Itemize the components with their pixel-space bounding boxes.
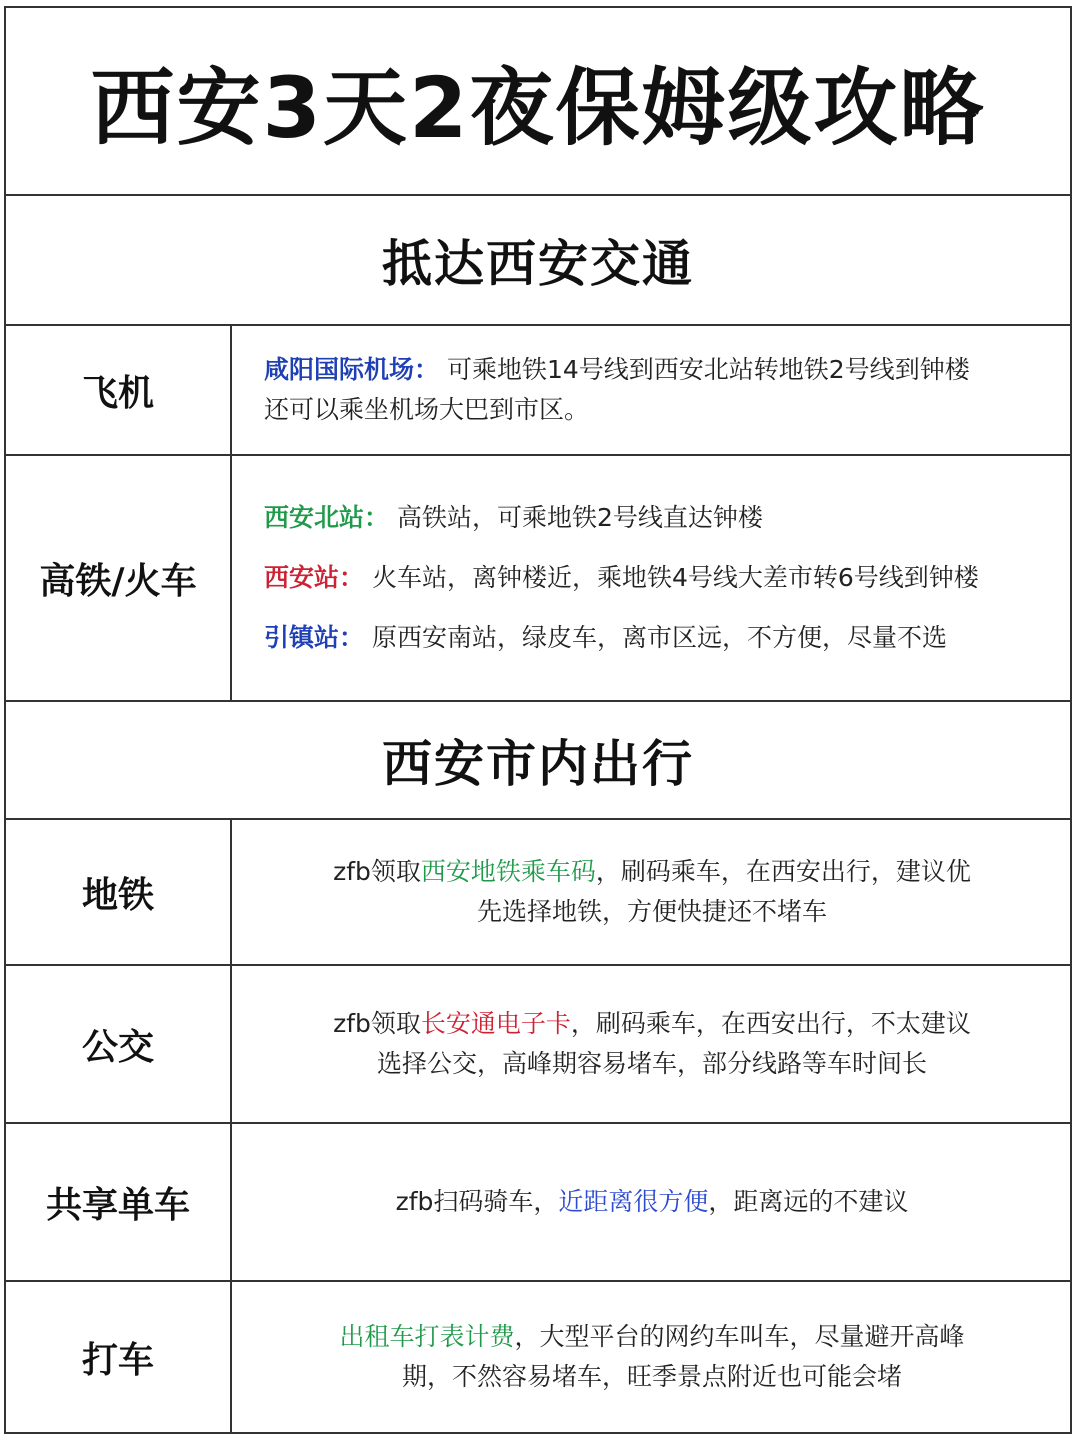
column-divider	[230, 1124, 232, 1280]
plane-line-1	[264, 350, 1070, 390]
cell-taxi	[234, 1282, 1070, 1432]
rail-item-xian	[264, 548, 1070, 608]
cell-rail	[234, 456, 1070, 700]
column-divider	[230, 326, 232, 454]
taxi-line-1	[339, 1317, 964, 1357]
station-text: 火车站，离钟楼近，乘地铁4号线大差市转6号线到钟楼	[371, 563, 979, 592]
cell-bus	[234, 966, 1070, 1122]
metro-line-2: 先选择地铁，方便快捷还不堵车	[476, 897, 827, 926]
row-label-plane: 飞机	[81, 372, 154, 414]
bike-line-1	[396, 1182, 909, 1222]
section-title-arrival: 抵达西安交通	[382, 235, 694, 293]
row-label-bike: 共享单车	[45, 1184, 190, 1226]
cell-bike	[234, 1124, 1070, 1280]
metro-post: ，刷码乘车，在西安出行，建议优	[595, 857, 971, 886]
plane-line-2: 还可以乘坐机场大巴到市区。	[264, 395, 590, 424]
taxi-keyword: 出租车打表计费	[339, 1322, 515, 1351]
bike-pre: zfb扫码骑车，	[395, 1187, 559, 1216]
row-label-metro: 地铁	[81, 874, 154, 916]
row-label-taxi: 打车	[81, 1339, 154, 1381]
taxi-line-2: 期，不然容易堵车，旺季景点附近也可能会堵	[401, 1362, 902, 1391]
bus-line-2: 选择公交，高峰期容易堵车，部分线路等车时间长	[376, 1049, 927, 1078]
station-text: 原西安南站，绿皮车，离市区远，不方便，尽量不选	[371, 623, 947, 652]
airport-keyword: 咸阳国际机场：	[264, 355, 440, 384]
bus-keyword: 长安通电子卡	[420, 1009, 571, 1038]
cell-plane	[234, 326, 1070, 454]
section-title-city: 西安市内出行	[382, 735, 694, 793]
metro-pre: zfb领取	[333, 857, 421, 886]
bus-pre: zfb领取	[333, 1009, 421, 1038]
station-keyword: 西安站：	[264, 563, 365, 592]
station-keyword: 引镇站：	[264, 623, 365, 652]
row-label-bus: 公交	[81, 1026, 154, 1068]
column-divider	[230, 1282, 232, 1432]
bus-post: ，刷码乘车，在西安出行，不太建议	[570, 1009, 971, 1038]
taxi-post: ，大型平台的网约车叫车，尽量避开高峰	[514, 1322, 965, 1351]
column-divider	[230, 456, 232, 700]
cell-metro	[234, 820, 1070, 964]
rail-item-yinzhen	[264, 608, 1070, 668]
station-keyword: 西安北站：	[264, 503, 390, 532]
rail-item-north	[264, 488, 1070, 548]
bike-post: ，距离远的不建议	[708, 1187, 909, 1216]
bus-line-1	[333, 1004, 971, 1044]
page-title: 西安3天2夜保姆级攻略	[90, 58, 986, 157]
metro-keyword: 西安地铁乘车码	[420, 857, 596, 886]
station-text: 高铁站，可乘地铁2号线直达钟楼	[396, 503, 763, 532]
guide-table	[4, 6, 1072, 1434]
column-divider	[230, 966, 232, 1122]
column-divider	[230, 820, 232, 964]
metro-line-1	[333, 852, 971, 892]
row-label-rail: 高铁/火车	[39, 560, 197, 602]
plane-text-1: 可乘地铁14号线到西安北站转地铁2号线到钟楼	[446, 355, 970, 384]
bike-keyword: 近距离很方便	[558, 1187, 709, 1216]
